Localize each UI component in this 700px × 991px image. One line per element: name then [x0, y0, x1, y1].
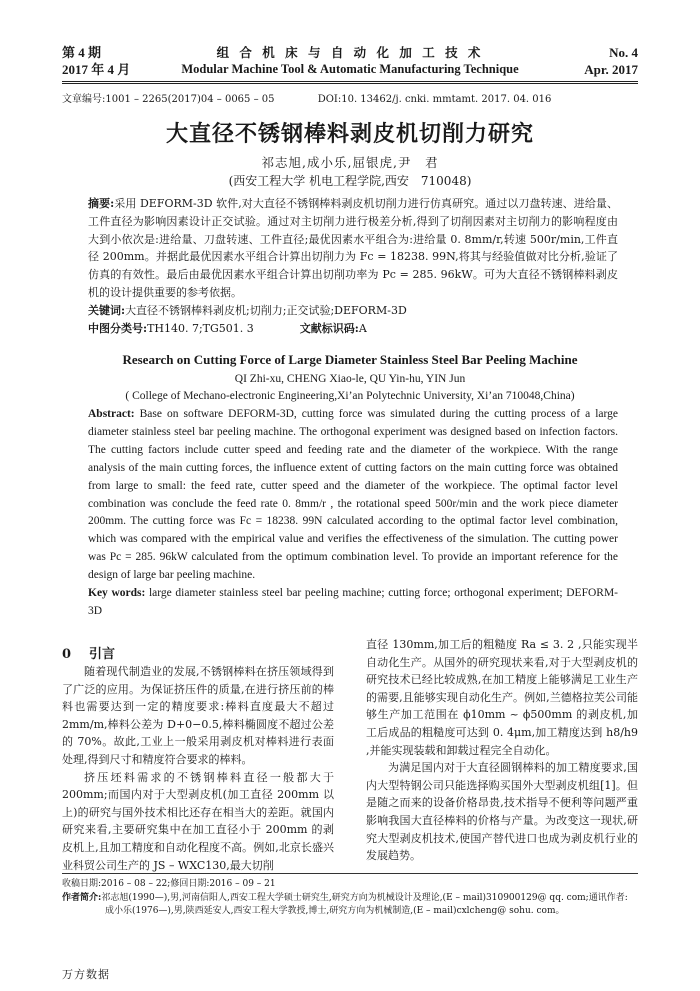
header-rule-double — [62, 83, 638, 84]
issue-date-en: Apr. 2017 — [584, 62, 638, 77]
clc-value: TH140. 7;TG501. 3 — [147, 321, 254, 335]
authors-en: QI Zhi-xu, CHENG Xiao-le, QU Yin-hu, YIN Jun — [234, 373, 466, 385]
body-paragraph: 直径 130mm,加工后的粗糙度 Ra ≤ 3. 2 ,只能实现半自动化生产。从国外的研究现状来看,对于大型剥皮机的研究技术已经比较成熟,在加工精度上能够满足工业生产的需要,且能够实现自动化生产。例如,兰德格拉芙公司能够生产加工范围在 ϕ10mm ~ ϕ500mm 的剥皮机,加工后成品的粗糙度可达到 0. 4μm,加工精度达到 h8/h9 ,并能实现装载和卸载过程完全自动化。 — [366, 638, 638, 757]
paper-title-en: Research on Cutting Force of Large Diameter Stainless Steel Bar Peeling Machine — [122, 352, 578, 367]
journal-title-en: Modular Machine Tool & Automatic Manufacturing Technique — [181, 62, 519, 76]
body-paragraph: 挤压坯料需求的不锈钢棒料直径一般都大于 200mm;而国内对于大型剥皮机(加工直径 200mm 以上)的研究与国外技术相比还存在相当大的差距。就国内研究来看,主要研究集中在加工直径小于 200mm 的剥皮机上,且加工精度和自动化程度不高。例如,北京长盛兴业科贸公司生产的 JS – WXC130,最大切削 — [62, 770, 334, 872]
clc-label: 中图分类号: — [88, 321, 148, 335]
abstract-en-block — [88, 406, 618, 621]
doc-code-label: 文献标识码: — [299, 321, 359, 335]
footnote-rule — [62, 873, 638, 874]
section-heading — [62, 643, 115, 662]
classification — [88, 320, 618, 338]
header-rule — [62, 81, 638, 82]
body-right-column — [366, 636, 638, 865]
paper-title-cn: 大直径不锈钢棒料剥皮机切削力研究 — [165, 121, 534, 147]
received-dates: 收稿日期:2016 – 08 – 22;修回日期:2016 – 09 – 21 — [62, 879, 276, 889]
abstract-en — [88, 406, 618, 585]
wanfang-brand: 万方数据 — [62, 968, 110, 981]
keywords-cn-label: 关键词: — [88, 303, 126, 317]
journal-title-cn: 组 合 机 床 与 自 动 化 加 工 技 术 — [216, 45, 484, 60]
issue-info-en — [584, 44, 638, 78]
keywords-cn-text: 大直径不锈钢棒料剥皮机;切削力;正交试验;DEFORM-3D — [125, 303, 407, 317]
body-left-column — [62, 663, 334, 874]
issue-number-cn: 第 4 期 — [62, 45, 102, 60]
keywords-cn — [88, 302, 618, 320]
authors-cn: 祁志旭,成小乐,屈银虎,尹 君 — [261, 155, 439, 170]
issue-number-en: No. 4 — [609, 45, 638, 60]
author-bio-label: 作者简介: — [62, 892, 102, 903]
abstract-cn-text: 采用 DEFORM-3D 软件,对大直径不锈钢棒料剥皮机切削力进行仿真研究。通过以刀盘转速、进给量、工件直径为影响因素设计正交试验。通过对主切削力进行极差分析,得到了切削因素对主切削力的影响程度由大到小依次是:进给量、刀盘转速、工件直径;最优因素水平组合为:进给量 0. 8mm/r,转速 500r/min,工件直径 200mm。并据此最优因素水平组合计算出切削力为 Fc = 18238. 99N,将其与经验值做对比分析,验证了仿真的有效性。最后由最优因素水平组合计算出切削功率为 Pc = 285. 96kW。可为大直径不锈钢棒料剥皮机的设计提供重要的参考依据。 — [88, 197, 618, 299]
author-bio-line1: 祁志旭(1990—),男,河南信阳人,西安工程大学硕士研究生,研究方向为机械设计及理论,(E – mail)310900129@ qq. com;通讯作者: — [101, 892, 628, 903]
abstract-cn-block — [88, 195, 618, 337]
article-number: 文章编号:1001 – 2265(2017)04 – 0065 – 05 — [62, 94, 275, 105]
article-meta — [62, 90, 551, 105]
affiliation-en: ( College of Mechano-electronic Engineering,Xi’an Polytechnic University, Xi’an 710048,China) — [125, 390, 575, 402]
keywords-en-text: large diameter stainless steel bar peeling machine; cutting force; orthogonal experiment; DEFORM-3D — [88, 587, 619, 617]
abstract-en-label: Abstract: — [88, 408, 135, 420]
journal-title — [150, 44, 550, 78]
doc-code-value: A — [358, 321, 367, 335]
author-bio — [62, 892, 638, 906]
issue-date-cn: 2017 年 4 月 — [62, 62, 131, 77]
doi: DOI:10. 13462/j. cnki. mmtamt. 2017. 04. 016 — [317, 94, 552, 105]
affiliation-cn: (西安工程大学 机电工程学院,西安 710048) — [228, 174, 472, 188]
keywords-en-label: Key words: — [88, 587, 146, 600]
section-number: 0 — [62, 647, 72, 662]
footnote — [62, 878, 638, 919]
issue-info-cn — [62, 44, 130, 78]
keywords-en — [88, 585, 618, 621]
author-bio-line2: 成小乐(1976—),男,陕西延安人,西安工程大学教授,博士,研究方向为机械制造,(E – mail)cxlcheng@ sohu. com。 — [105, 906, 565, 916]
body-paragraph: 为满足国内对于大直径圆钢棒料的加工精度要求,国内大型特钢公司只能选择购买国外大型剥皮机组[1]。但是随之而来的设备价格昂贵,技术指导不便利等问题严重影响我国大直径棒料的价格与产量。为改变这一现状,研究大型剥皮机技术,使国产替代进口也成为剥皮机行业的发展趋势。 — [366, 761, 638, 863]
abstract-cn-label: 摘要: — [88, 197, 115, 210]
abstract-en-text: Base on software DEFORM-3D, cutting force was simulated during the cutting process of a large diameter stainless steel bar peeling machine. The orthogonal experiment was designed based on infection factors. The cutting factors include cutter speed and feeding rate and the diameter of the workpiece. With the range analysis of the main cutting forces, the influence extent of cutting factors on the main cutting force was obtained from large to small: the feed rate, cutter speed and the diameter of the workpiece. The optimal factor level combination was conclude the feed rate 0. 8mm/r , the rotational speed 500r/min and the work piece diameter 200mm. The cutting force was Fc = 18238. 99N calculated according to the optimal factor level combination, which was compared with the empirical value and verifies the effectiveness of the simulation. The cutting power was Pc = 285. 96kW calculated from the optimum combination level. To provide an important reference for the design of large bar peeling machine. — [88, 408, 619, 582]
body-paragraph: 随着现代制造业的发展,不锈钢棒料在挤压领域得到了广泛的应用。为保证挤压件的质量,在进行挤压前的棒料也需要达到一定的精度要求:棒料直度最大不超过 2mm/m,棒料公差为 D+0−0.5,棒料椭圆度不超过公差的 70%。故此,工业上一般采用剥皮机对棒料进行表面处理,得到尺寸和精度符合要求的棒料。 — [62, 665, 334, 766]
abstract-cn — [88, 195, 618, 302]
section-title: 引言 — [89, 647, 116, 662]
